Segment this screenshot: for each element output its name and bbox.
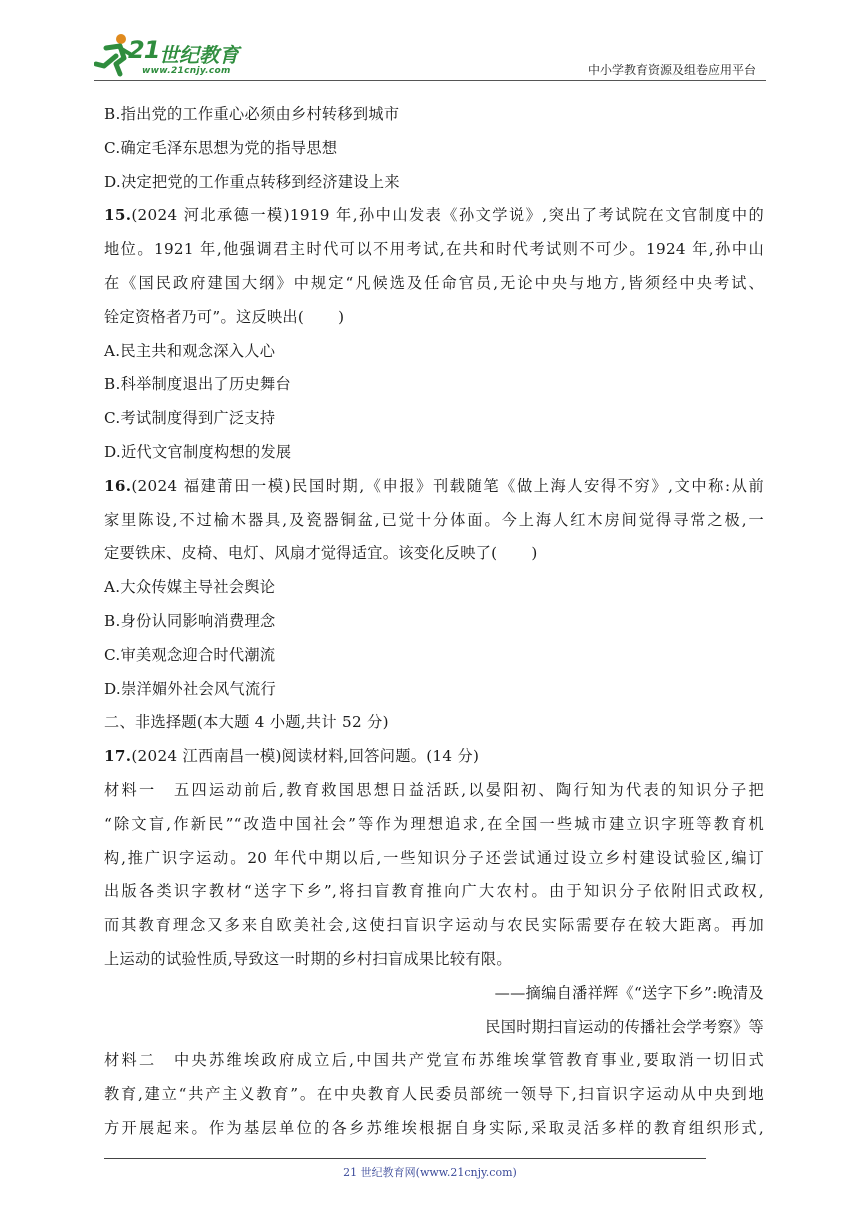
section-heading: 二、非选择题(本大题 4 小题,共计 52 分)	[104, 713, 389, 732]
option-d: D.决定把党的工作重点转移到经济建设上来	[104, 172, 400, 191]
question-17-line-1: 17.(2024 江西南昌一模)阅读材料,回答问题。(14 分)	[104, 747, 480, 766]
material-1-line: 材料一 五四运动前后,教育救国思想日益活跃,以晏阳初、陶行知为代表的知识分子把	[104, 780, 764, 799]
logo-text: 世纪教育	[159, 43, 239, 67]
material-2-line: 方开展起来。作为基层单位的各乡苏维埃根据自身实际,采取灵活多样的教育组织形式,	[104, 1118, 764, 1137]
material-2-line: 材料二 中央苏维埃政府成立后,中国共产党宣布苏维埃掌管教育事业,要取消一切旧式	[104, 1051, 764, 1070]
option-a: A.大众传媒主导社会舆论	[104, 578, 276, 597]
question-number: 17.	[104, 747, 132, 766]
option-d: D.近代文官制度构想的发展	[104, 442, 292, 461]
option-b: B.科举制度退出了历史舞台	[104, 375, 291, 394]
material-1-line: 上运动的试验性质,导致这一时期的乡村扫盲成果比较有限。	[104, 949, 512, 968]
footer-link[interactable]: 21 世纪教育网(www.21cnjy.com)	[343, 1166, 517, 1179]
page-header	[0, 0, 860, 82]
footer-divider	[104, 1158, 706, 1159]
question-15-line-3: 在《国民政府建国大纲》中规定“凡候选及任命官员,无论中央与地方,皆须经中央考试、	[104, 273, 764, 292]
logo-number: 21	[128, 36, 160, 64]
logo-url: www.21cnjy.com	[142, 66, 231, 76]
option-b: B.身份认同影响消费理念	[104, 611, 276, 630]
question-15-line-4: 铨定资格者乃可”。这反映出( )	[104, 307, 345, 326]
question-number: 16.	[104, 476, 132, 495]
question-number: 15.	[104, 206, 132, 225]
option-a: A.民主共和观念深入人心	[104, 341, 276, 360]
material-1-line: 而其教育理念又多来自欧美社会,这使扫盲识字运动与农民实际需要存在较大距离。再加	[104, 916, 764, 935]
material-1-line: 构,推广识字运动。20 年代中期以后,一些知识分子还尝试通过设立乡村建设试验区,编订	[104, 848, 764, 867]
material-1-source: 民国时期扫盲运动的传播社会学考察》等	[485, 1017, 764, 1036]
option-c: C.确定毛泽东思想为党的指导思想	[104, 138, 338, 157]
site-logo[interactable]	[94, 32, 262, 78]
question-16-line-1: 16.(2024 福建莆田一模)民国时期,《申报》刊载随笔《做上海人安得不穷》,文中称:从前	[104, 476, 764, 495]
material-1-line: 出版各类识字教材“送字下乡”,将扫盲教育推向广大农村。由于知识分子依附旧式政权,	[104, 882, 764, 901]
option-c: C.审美观念迎合时代潮流	[104, 645, 276, 664]
question-16-line-2: 家里陈设,不过榆木器具,及瓷器铜盆,已觉十分体面。今上海人红木房间觉得寻常之极,一	[104, 510, 764, 529]
material-1-line: “除文盲,作新民”“改造中国社会”等作为理想追求,在全国一些城市建立识字班等教育机	[104, 814, 764, 833]
option-b: B.指出党的工作重心必须由乡村转移到城市	[104, 105, 400, 123]
option-d: D.崇洋媚外社会风气流行	[104, 679, 276, 698]
material-1-source: ——摘编自潘祥辉《“送字下乡”:晚清及	[494, 983, 764, 1002]
exam-content	[104, 98, 764, 1146]
question-15-line-1: 15.(2024 河北承德一模)1919 年,孙中山发表《孙文学说》,突出了考试院在文官制度中的	[104, 206, 764, 225]
material-2-line: 教育,建立“共产主义教育”。在中央教育人民委员部统一领导下,扫盲识字运动从中央到地	[104, 1085, 764, 1104]
platform-name: 中小学教育资源及组卷应用平台	[587, 63, 756, 77]
option-c: C.考试制度得到广泛支持	[104, 409, 276, 428]
question-15-line-2: 地位。1921 年,他强调君主时代可以不用考试,在共和时代考试则不可少。1924 年,孙中山	[104, 240, 764, 259]
question-16-line-3: 定要铁床、皮椅、电灯、风扇才觉得适宜。该变化反映了( )	[104, 544, 538, 563]
header-divider	[94, 80, 766, 81]
